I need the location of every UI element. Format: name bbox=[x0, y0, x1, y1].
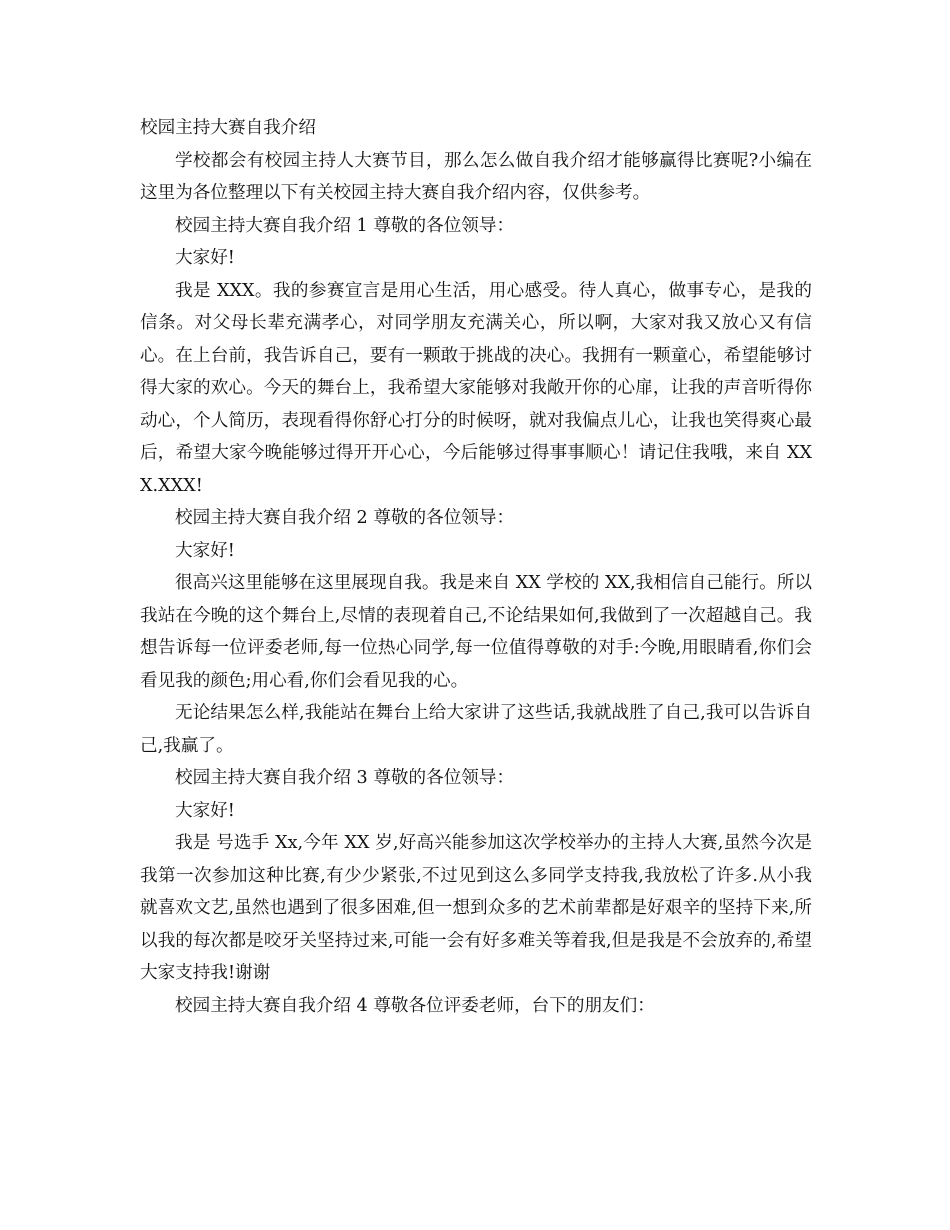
paragraph-speech-3: 我是 号选手 Xx,今年 XX 岁,好高兴能参加这次学校举办的主持人大赛,虽然今次是我第一次参加这种比赛,有少少紧张,不过见到这么多同学支持我,我放松了许多.从小我就喜欢文艺,虽然也遇到了很多困难,但一想到众多的艺术前辈都是好艰辛的坚持下来,所以我的每次都是咬牙关坚持过来,可能一会有好多难关等着我,但是我是不会放弃的,希望大家支持我!谢谢 bbox=[140, 833, 812, 983]
document-body bbox=[140, 112, 812, 1022]
paragraph-speech-2: 很高兴这里能够在这里展现自我。我是来自 XX 学校的 XX,我相信自己能行。所以我站在今晚的这个舞台上,尽情的表现着自己,不论结果如何,我做到了一次超越自己。我想告诉每一位评委老师,每一位热心同学,每一位值得尊敬的对手:今晚,用眼睛看,你们会看见我的颜色;用心看,你们会看见我的心。 bbox=[140, 573, 812, 691]
section-heading-3: 校园主持大赛自我介绍 3 尊敬的各位领导： bbox=[175, 768, 515, 788]
section-heading-4: 校园主持大赛自我介绍 4 尊敬各位评委老师，台下的朋友们： bbox=[175, 995, 655, 1016]
paragraph-speech-2-conclusion: 无论结果怎么样,我能站在舞台上给大家讲了这些话,我就战胜了自己,我可以告诉自己,我赢了。 bbox=[140, 703, 812, 756]
document-title: 校园主持大赛自我介绍 bbox=[140, 118, 316, 138]
section-heading-1: 校园主持大赛自我介绍 1 尊敬的各位领导： bbox=[175, 215, 515, 236]
greeting-3: 大家好! bbox=[175, 800, 235, 821]
greeting-1: 大家好! bbox=[175, 248, 235, 268]
paragraph-intro: 学校都会有校园主持人大赛节目，那么怎么做自我介绍才能够赢得比赛呢?小编在这里为各位整理以下有关校园主持大赛自我介绍内容，仅供参考。 bbox=[140, 150, 812, 203]
paragraph-speech-1: 我是 XXX。我的参赛宣言是用心生活，用心感受。待人真心，做事专心，是我的信条。对父母长辈充满孝心，对同学朋友充满关心，所以啊，大家对我又放心又有信心。在上台前，我告诉自己，要有一颗敢于挑战的决心。我拥有一颗童心，希望能够讨得大家的欢心。今天的舞台上，我希望大家能够对我敞开你的心扉，让我的声音听得你动心，个人简历，表现看得你舒心打分的时候呀，就对我偏点儿心，让我也笑得爽心最后，希望大家今晚能够过得开开心心，今后能够过得事事顺心！请记住我哦，来自 XXX.XXX! bbox=[140, 280, 812, 496]
section-heading-2: 校园主持大赛自我介绍 2 尊敬的各位领导： bbox=[175, 508, 515, 528]
greeting-2: 大家好! bbox=[175, 540, 235, 561]
